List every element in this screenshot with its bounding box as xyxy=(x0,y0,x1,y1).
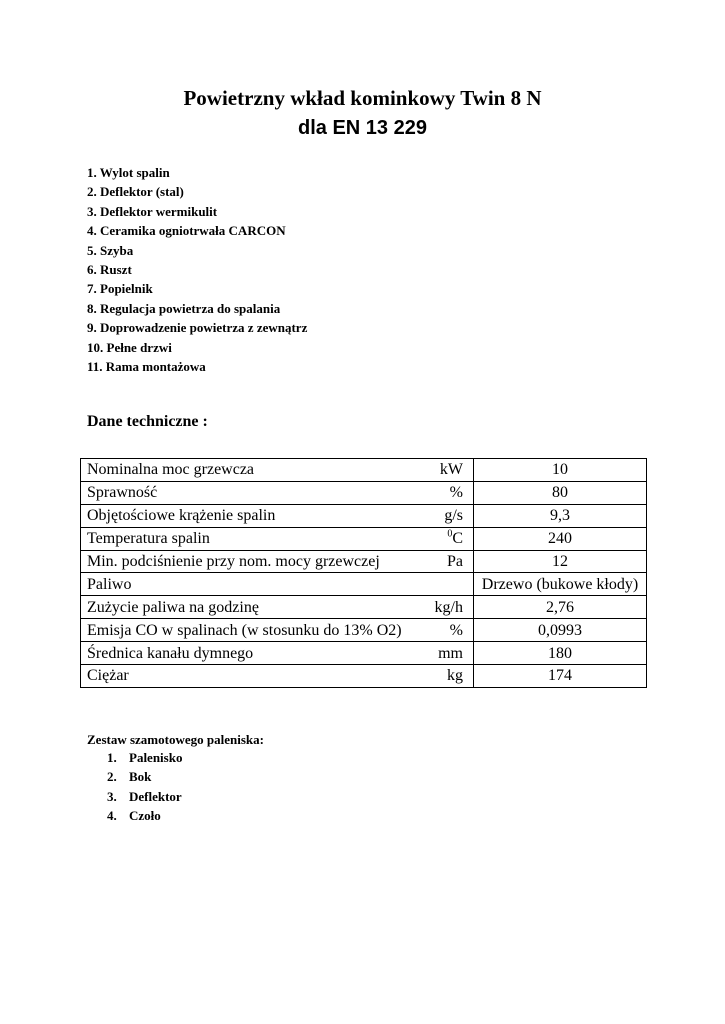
list-item-number: 2. xyxy=(107,769,117,785)
row-value: 10 xyxy=(474,459,647,482)
table-row xyxy=(81,573,647,596)
row-label: Nominalna moc grzewcza xyxy=(81,459,422,482)
row-unit: % xyxy=(421,619,474,642)
row-unit: Pa xyxy=(421,550,474,573)
table-row xyxy=(81,550,647,573)
row-label: Temperatura spalin xyxy=(81,527,422,550)
table-row xyxy=(81,504,647,527)
row-label: Min. podciśnienie przy nom. mocy grzewczej xyxy=(81,550,422,573)
row-label: Zużycie paliwa na godzinę xyxy=(81,596,422,619)
table-row xyxy=(81,665,647,688)
row-value: 12 xyxy=(474,550,647,573)
list-item-number: 4. xyxy=(107,808,117,824)
parts-list-item: 2. Deflektor (stal) xyxy=(87,184,184,200)
table-row xyxy=(81,459,647,482)
parts-list-item: 3. Deflektor wermikulit xyxy=(87,203,218,219)
row-unit: kg xyxy=(421,665,474,688)
parts-list-item: 7. Popielnik xyxy=(87,281,153,297)
list-item-number: 3. xyxy=(107,788,117,804)
row-label: Średnica kanału dymnego xyxy=(81,642,422,665)
tech-data-table xyxy=(80,458,647,688)
list-item xyxy=(107,767,182,786)
row-value: 2,76 xyxy=(474,596,647,619)
list-item-number: 1. xyxy=(107,750,117,765)
row-label: Ciężar xyxy=(81,665,422,688)
row-value: 180 xyxy=(474,642,647,665)
table-row xyxy=(81,596,647,619)
document-title: Powietrzny wkład kominkowy Twin 8 N xyxy=(183,86,542,110)
row-unit: mm xyxy=(421,642,474,665)
firebox-set-list xyxy=(107,748,182,826)
firebox-set-heading: Zestaw szamotowego paleniska: xyxy=(87,732,264,747)
row-unit: kW xyxy=(421,459,474,482)
row-value: 80 xyxy=(474,481,647,504)
row-value: Drzewo (bukowe kłody) xyxy=(474,573,647,596)
list-item-text: Deflektor xyxy=(129,788,182,804)
list-item-text: Bok xyxy=(129,769,152,785)
tech-data-heading: Dane techniczne : xyxy=(87,413,208,430)
parts-list-item: 6. Ruszt xyxy=(87,262,132,278)
table-row xyxy=(81,481,647,504)
row-label: Sprawność xyxy=(81,481,422,504)
parts-list-item: 9. Doprowadzenie powietrza z zewnątrz xyxy=(87,320,308,336)
row-unit xyxy=(421,527,474,550)
parts-list-item: 8. Regulacja powietrza do spalania xyxy=(87,300,281,316)
row-value: 240 xyxy=(474,527,647,550)
row-label: Emisja CO w spalinach (w stosunku do 13% O2) xyxy=(81,619,422,642)
table-row xyxy=(81,642,647,665)
row-unit: % xyxy=(421,481,474,504)
table-row xyxy=(81,619,647,642)
row-value: 9,3 xyxy=(474,504,647,527)
row-label: Paliwo xyxy=(81,573,474,596)
parts-list-item: 10. Pełne drzwi xyxy=(87,339,172,355)
unit-text: C xyxy=(452,530,463,548)
document-subtitle: dla EN 13 229 xyxy=(298,117,427,139)
row-unit: g/s xyxy=(421,504,474,527)
parts-list xyxy=(87,163,307,376)
parts-list-item: 1. Wylot spalin xyxy=(87,165,170,180)
list-item xyxy=(107,787,182,806)
table-row xyxy=(81,527,647,550)
row-value: 174 xyxy=(474,665,647,688)
list-item-text: Palenisko xyxy=(129,750,183,765)
unit-superscript: 0 xyxy=(447,528,453,540)
row-value: 0,0993 xyxy=(474,619,647,642)
parts-list-item: 4. Ceramika ogniotrwała CARCON xyxy=(87,223,286,239)
parts-list-item: 5. Szyba xyxy=(87,242,134,258)
parts-list-item: 11. Rama montażowa xyxy=(87,359,206,375)
list-item xyxy=(107,806,182,825)
list-item xyxy=(107,748,182,767)
list-item-text: Czoło xyxy=(129,808,161,824)
row-label: Objętościowe krążenie spalin xyxy=(81,504,422,527)
row-unit: kg/h xyxy=(421,596,474,619)
